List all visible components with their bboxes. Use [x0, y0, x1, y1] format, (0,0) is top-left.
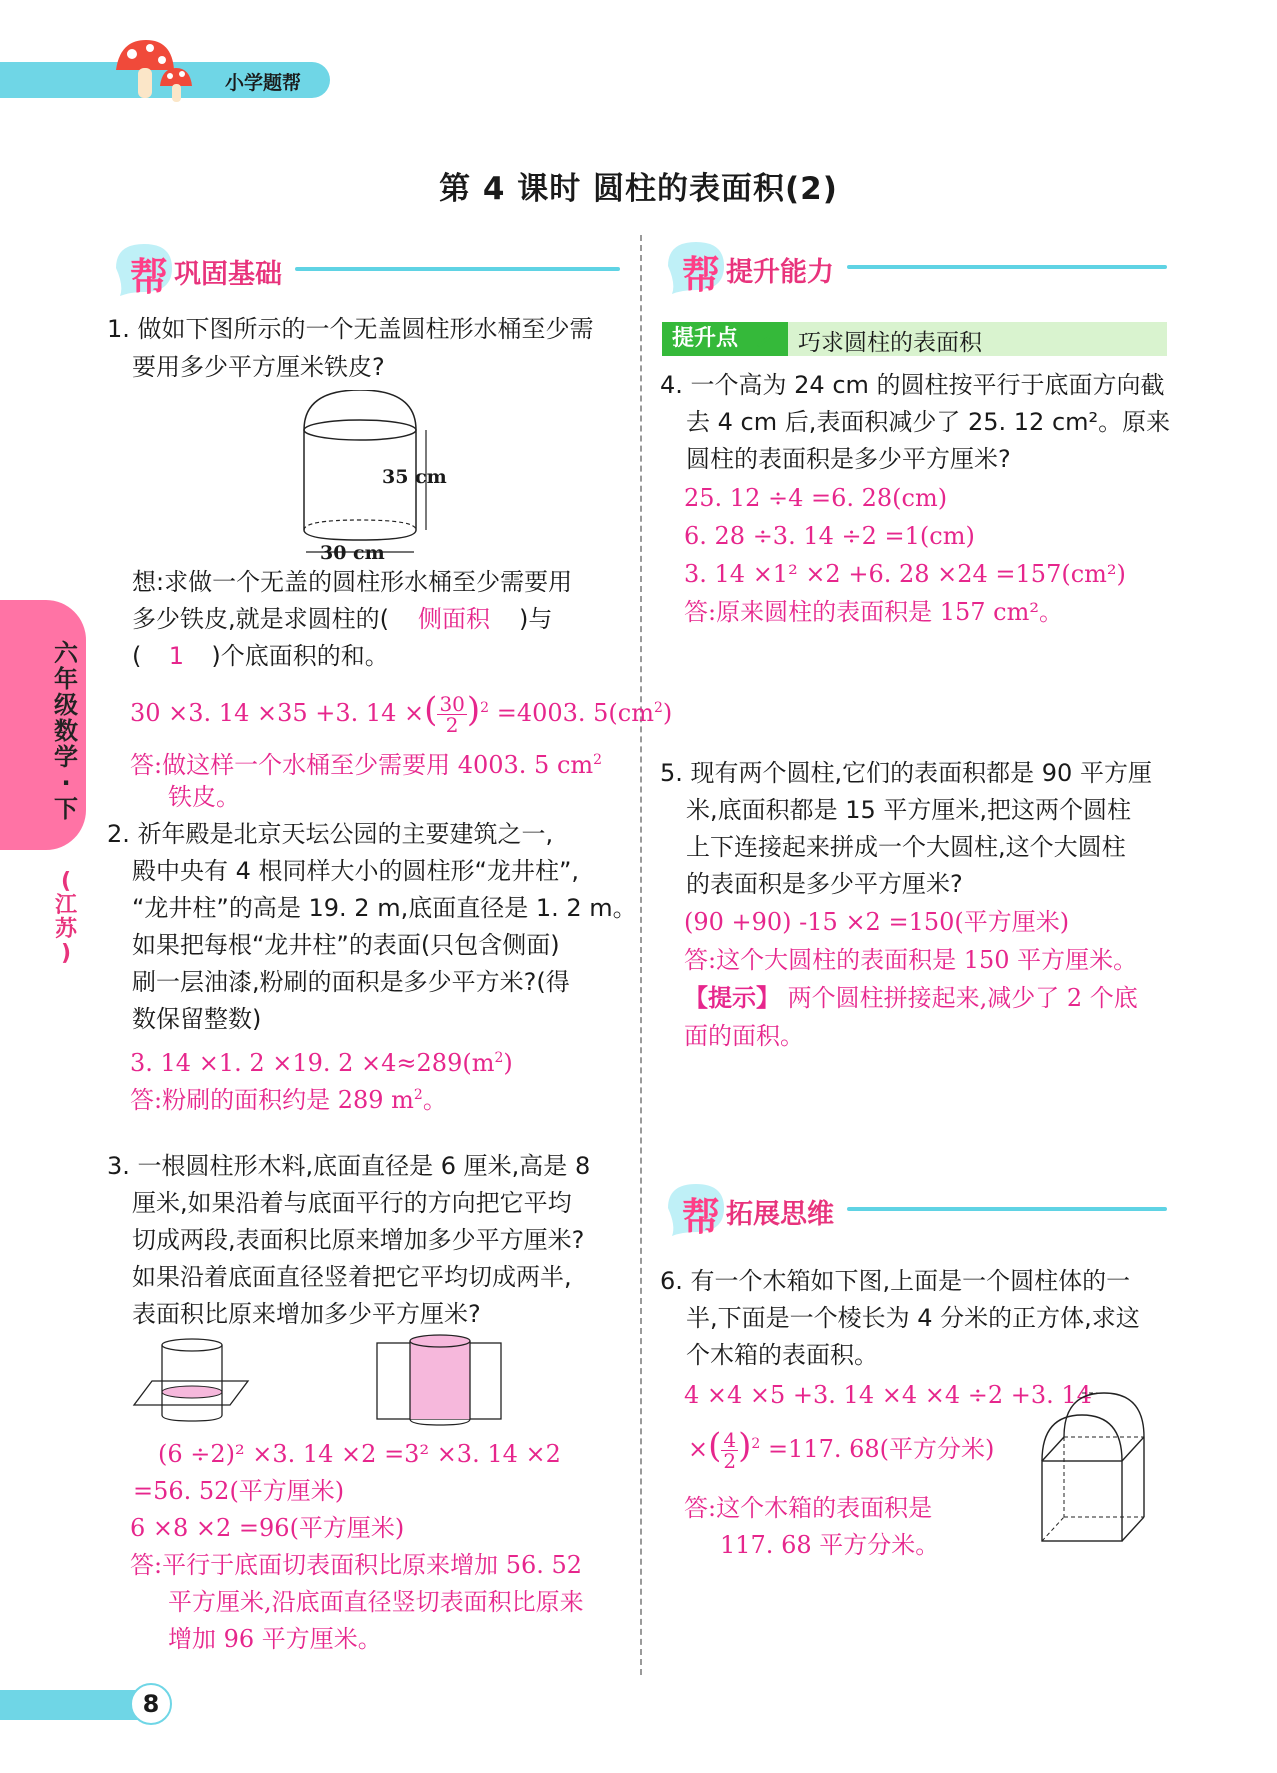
cylinder-horizontal-cut-figure — [130, 1335, 255, 1425]
q5-line: 的表面积是多少平方厘米? — [686, 870, 963, 898]
q2-line: 殿中央有 4 根同样大小的圆柱形“龙井柱”, — [132, 857, 580, 885]
q4-line: 4. 一个高为 24 cm 的圆柱按平行于底面方向截 — [660, 371, 1165, 399]
q6-answer: 答:这个木箱的表面积是 — [684, 1494, 933, 1522]
q1-calc: 30 ×3. 14 ×35 +3. 14 ×( $\frac{30}{2}$ )$^2$ =4003. $5(cm^2)$ — [130, 690, 673, 737]
q4-calc: 25. 12 ÷4 =6. 28(cm) — [684, 484, 948, 512]
q1-width-label: 30 cm — [320, 542, 385, 564]
q2-line: 刷一层油漆,粉刷的面积是多少平方米?(得 — [132, 968, 570, 996]
q5-line: 米,底面积都是 15 平方厘米,把这两个圆柱 — [686, 796, 1132, 824]
q5-hint: 面的面积。 — [684, 1022, 804, 1050]
q1-answer: 答:做这样一个水桶至少需要用 4003. 5 $cm^2$ — [130, 751, 603, 779]
q3-line: 如果沿着底面直径竖着把它平均切成两半, — [132, 1263, 572, 1291]
q3-line: 厘米,如果沿着与底面平行的方向把它平均 — [132, 1189, 572, 1217]
q6-calc: 4 ×4 ×5 +3. 14 ×4 ×4 ÷2 +3. 14 — [684, 1381, 1092, 1409]
column-divider — [640, 235, 642, 1675]
q4-line: 去 4 cm 后,表面积减少了 25. 12 cm²。原来 — [686, 408, 1171, 436]
q4-calc: 6. 28 ÷3. 14 ÷2 =1(cm) — [684, 522, 975, 550]
q6-line: 个木箱的表面积。 — [686, 1341, 878, 1369]
side-tab-region: ( 江 苏 ) — [54, 869, 77, 966]
q3-answer: 增加 96 平方厘米。 — [168, 1625, 382, 1653]
q4-line: 圆柱的表面积是多少平方厘米? — [686, 445, 1011, 473]
q5-calc: (90 +90) -15 ×2 =150(平方厘米) — [684, 908, 1070, 936]
section-basic: 帮 巩固基础 — [110, 240, 620, 296]
q3-calc: (6 ÷2)² ×3. 14 ×2 =3² ×3. 14 ×2 — [158, 1440, 561, 1468]
q1-think: 想:求做一个无盖的圆柱形水桶至少需要用 — [132, 568, 573, 596]
cylinder-vertical-cut-figure — [375, 1333, 505, 1429]
mushroom-icon — [112, 36, 196, 106]
q3-line: 3. 一根圆柱形木料,底面直径是 6 厘米,高是 8 — [107, 1152, 591, 1180]
tishengdian-label: 提升点 — [662, 322, 788, 356]
brand-label: 小学题帮 — [225, 72, 302, 94]
q4-calc: 3. 14 ×1² ×2 +6. 28 ×24 =157(cm²) — [684, 560, 1126, 588]
q6-line: 半,下面是一个棱长为 4 分米的正方体,求这 — [686, 1304, 1140, 1332]
wooden-box-figure — [1040, 1375, 1170, 1545]
q2-line: 2. 祈年殿是北京天坛公园的主要建筑之一, — [107, 820, 554, 848]
q1-answer: 铁皮。 — [168, 783, 240, 811]
q3-answer: 平方厘米,沿底面直径竖切表面积比原来 — [168, 1588, 584, 1616]
side-tab-grade: 六 年 级 数 学 · 下 — [54, 639, 78, 823]
q1-line: 1. 做如下图所示的一个无盖圆柱形水桶至少需 — [107, 315, 594, 343]
q2-line: 如果把每根“龙井柱”的表面(只包含侧面) — [132, 931, 560, 959]
q5-line: 上下连接起来拼成一个大圆柱,这个大圆柱 — [686, 833, 1126, 861]
q1-think: ( 1 )个底面积的和。 — [132, 642, 389, 670]
q3-calc: 6 ×8 ×2 =96(平方厘米) — [130, 1514, 405, 1542]
q3-line: 表面积比原来增加多少平方厘米? — [132, 1300, 481, 1328]
page-title: 第 4 课时 圆柱的表面积(2) — [439, 171, 838, 207]
q6-line: 6. 有一个木箱如下图,上面是一个圆柱体的一 — [660, 1267, 1131, 1295]
q3-answer: 答:平行于底面切表面积比原来增加 56. 52 — [130, 1551, 583, 1579]
q4-answer: 答:原来圆柱的表面积是 157 cm²。 — [684, 598, 1063, 626]
tishengdian-text: 巧求圆柱的表面积 — [798, 330, 982, 356]
page-number: 8 — [130, 1683, 172, 1725]
q3-line: 切成两段,表面积比原来增加多少平方厘米? — [132, 1226, 585, 1254]
q2-line: “龙井柱”的高是 19. 2 m,底面直径是 1. 2 m。 — [132, 894, 637, 922]
q6-answer: 117. 68 平方分米。 — [720, 1531, 940, 1559]
q2-answer: 答:粉刷的面积约是 289 $m^2$。 — [130, 1086, 447, 1114]
q6-calc: ×( $\frac{4}{2}$ )$^2$ =117. 68(平方分米) — [688, 1426, 995, 1473]
q2-line: 数保留整数) — [132, 1005, 262, 1033]
q3-calc: =56. 52(平方厘米) — [133, 1477, 345, 1505]
q5-hint: 【提示】 两个圆柱拼接起来,减少了 2 个底 — [684, 984, 1138, 1012]
arrow-icon — [755, 326, 785, 352]
section-expand: 帮 拓展思维 — [662, 1180, 1167, 1236]
q1-height-label: 35 cm — [382, 466, 447, 488]
q5-answer: 答:这个大圆柱的表面积是 150 平方厘米。 — [684, 946, 1138, 974]
section-improve: 帮 提升能力 — [662, 238, 1167, 294]
q1-think: 多少铁皮,就是求圆柱的( 侧面积 )与 — [132, 605, 553, 633]
q5-line: 5. 现有两个圆柱,它们的表面积都是 90 平方厘 — [660, 759, 1152, 787]
q1-line: 要用多少平方厘米铁皮? — [132, 353, 385, 381]
q2-calc: 3. 14 ×1. 2 ×19. $2 \times 4\approx 289(m^2)$ — [130, 1049, 513, 1077]
